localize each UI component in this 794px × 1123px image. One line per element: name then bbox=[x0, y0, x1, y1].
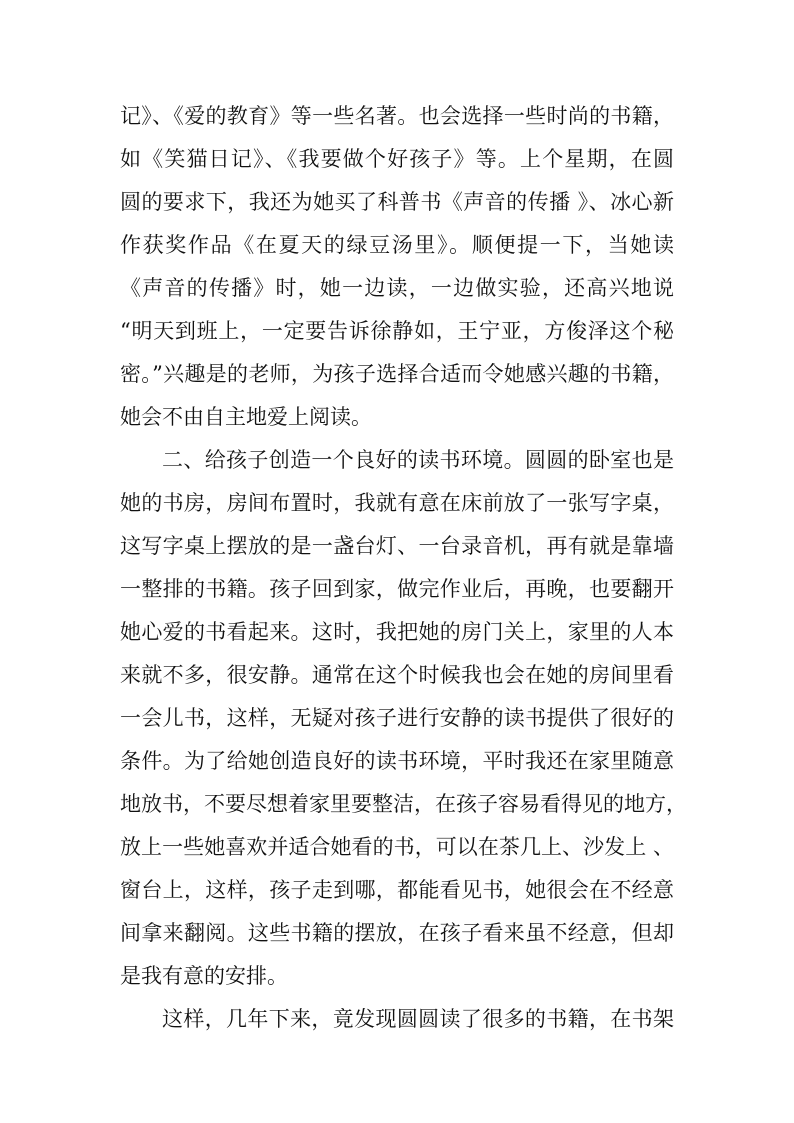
text-line: 她的书房，房间布置时，我就有意在床前放了一张写字桌， bbox=[120, 491, 674, 515]
text-line: 条件。为了给她创造良好的读书环境，平时我还在家里随意 bbox=[120, 749, 674, 773]
text-line: 来就不多，很安静。通常在这个时候我也会在她的房间里看 bbox=[120, 663, 674, 687]
text-line: 这样，几年下来，竟发现圆圆读了很多的书籍，在书架 bbox=[162, 1007, 674, 1031]
text-line: 如《笑猫日记》、《我要做个好孩子》等。上个星期，在圆 bbox=[120, 147, 674, 171]
text-line: 密。”兴趣是的老师，为孩子选择合适而令她感兴趣的书籍， bbox=[120, 362, 674, 386]
text-line: 她会不由自主地爱上阅读。 bbox=[120, 405, 372, 429]
text-line: 是我有意的安排。 bbox=[120, 964, 288, 988]
text-line: 一整排的书籍。孩子回到家，做完作业后，再晚，也要翻开 bbox=[120, 577, 674, 601]
text-line: 她心爱的书看起来。这时，我把她的房门关上，家里的人本 bbox=[120, 620, 674, 644]
text-line: 记》、《爱的教育》等一些名著。也会选择一些时尚的书籍， bbox=[120, 104, 674, 128]
text-line: 地放书，不要尽想着家里要整洁，在孩子容易看得见的地方， bbox=[120, 792, 687, 816]
text-line: 这写字桌上摆放的是一盏台灯、一台录音机，再有就是靠墙 bbox=[120, 534, 674, 558]
text-line: 《声音的传播》时，她一边读，一边做实验，还高兴地说 bbox=[120, 276, 674, 300]
text-line: 圆的要求下，我还为她买了科普书《声音的传播 》、冰心新 bbox=[120, 190, 674, 214]
text-line: 窗台上，这样，孩子走到哪，都能看见书，她很会在不经意 bbox=[120, 878, 674, 902]
text-line: 放上一些她喜欢并适合她看的书，可以在茶几上、沙发上 、 bbox=[120, 835, 674, 859]
text-line: 作获奖作品《在夏天的绿豆汤里》。顺便提一下，当她读 bbox=[120, 233, 674, 257]
text-line: 二、给孩子创造一个良好的读书环境。圆圆的卧室也是 bbox=[162, 448, 674, 472]
text-line: 一会儿书，这样，无疑对孩子进行安静的读书提供了很好的 bbox=[120, 706, 674, 730]
text-line: 间拿来翻阅。这些书籍的摆放，在孩子看来虽不经意，但却 bbox=[120, 921, 674, 945]
text-line: “明天到班上，一定要告诉徐静如，王宁亚，方俊泽这个秘 bbox=[120, 319, 674, 343]
